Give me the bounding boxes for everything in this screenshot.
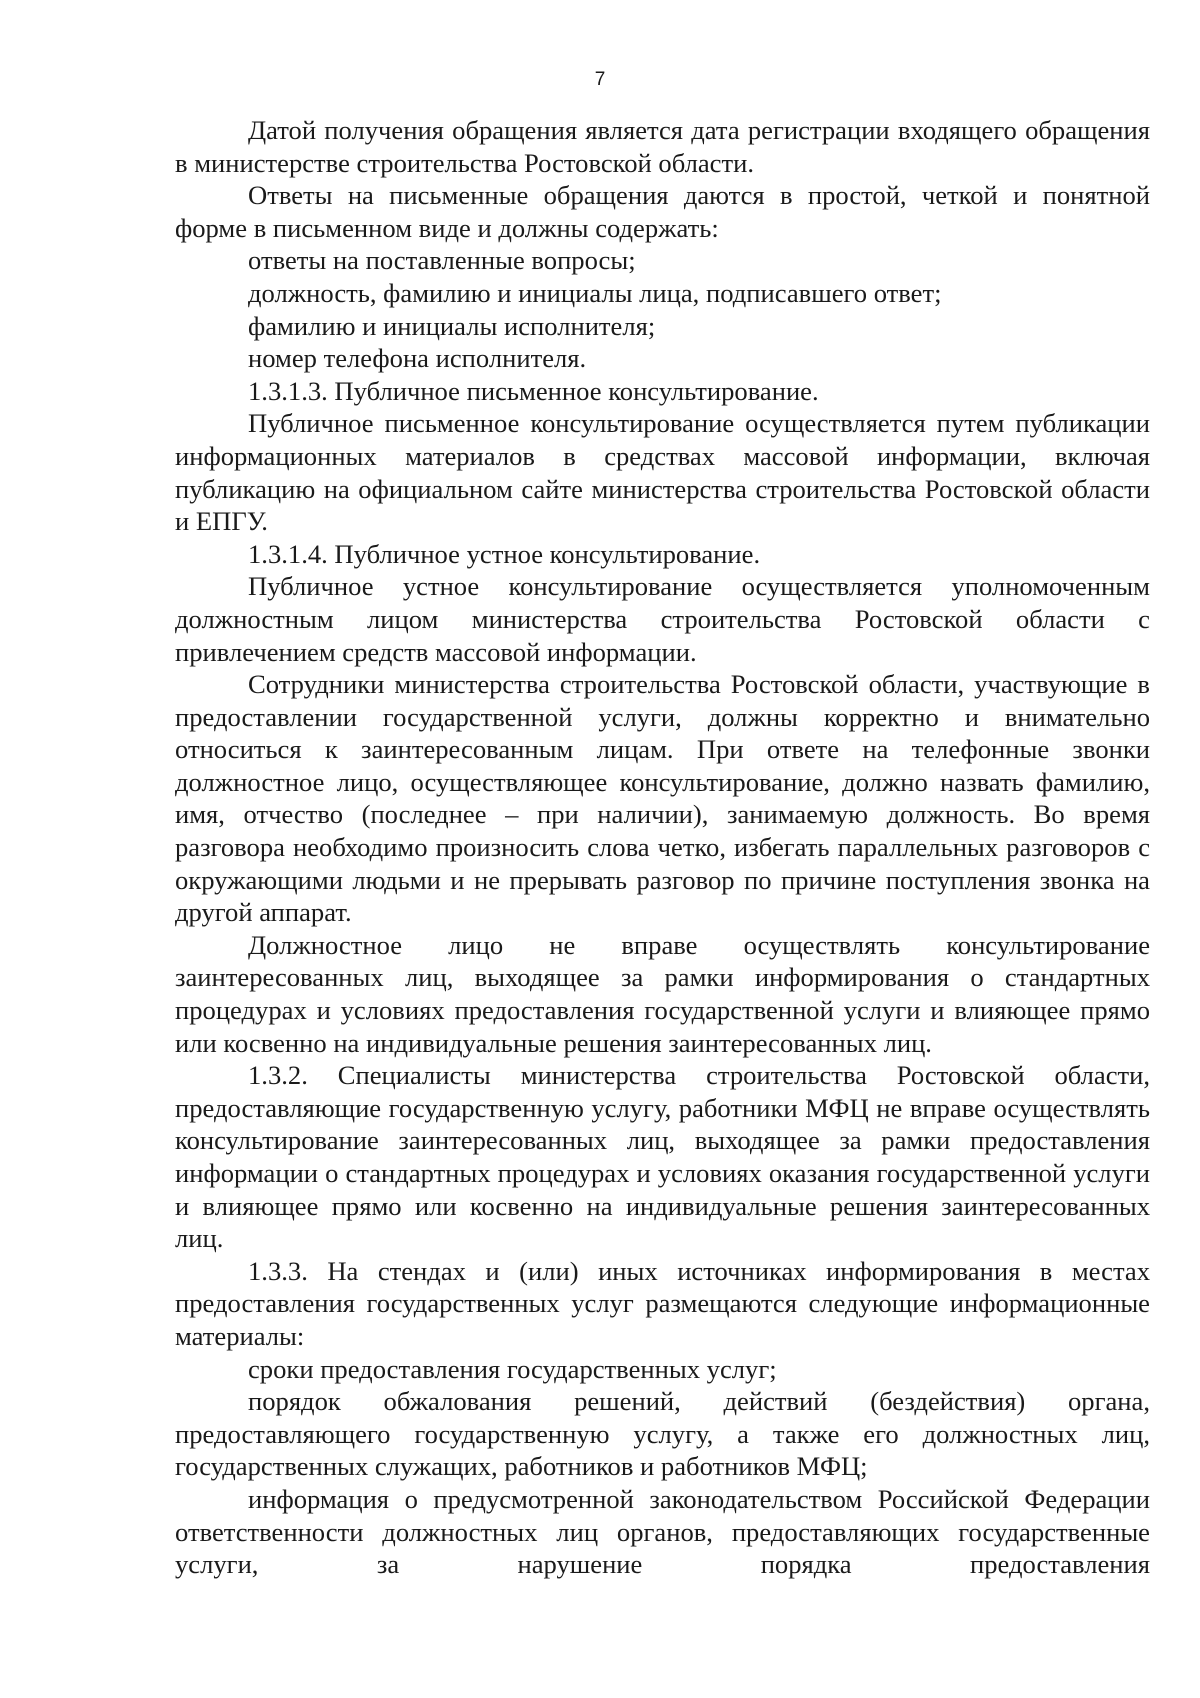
paragraph-public-written: Публичное письменное консультирование осуществляется путем публикации информационных материалов в средствах массовой информации, включая публикацию на официальном сайте министерства строительства Ростовской области и ЕПГУ. (175, 408, 1150, 537)
section-1-3-2: 1.3.2. Специалисты министерства строительства Ростовской области, предоставляющие государственную услугу, работники МФЦ не вправе осуществлять консультирование заинтересованных лиц, выходящее за рамки предоставления информации о стандартных процедурах и условиях оказания государственной услуги и влияющее прямо или косвенно на индивидуальные решения заинтересованных лиц. (175, 1060, 1150, 1254)
list-item-appeal-procedure: порядок обжалования решений, действий (бездействия) органа, предоставляющего государственную услугу, а также его должностных лиц, государственных служащих, работников и работников МФЦ; (175, 1386, 1150, 1482)
section-heading-1-3-1-4: 1.3.1.4. Публичное устное консультирование. (248, 538, 761, 569)
list-item-liability-info: информация о предусмотренной законодательством Российской Федерации ответственности должностных лиц органов, предоставляющих государственные услуги, за нарушение порядка предоставления (175, 1483, 1150, 1580)
paragraph-staff-conduct: Сотрудники министерства строительства Ростовской области, участвующие в предоставлении государственной услуги, должны корректно и внимательно относиться к заинтересованным лицам. При ответе на телефонные звонки должностное лицо, осуществляющее консультирование, должно назвать фамилию, имя, отчество (последнее – при наличии), занимаемую должность. Во время разговора необходимо произносить слова четко, избегать параллельных разговоров с окружающими людьми и не прерывать разговор по причине поступления звонка на другой аппарат. (175, 669, 1150, 928)
paragraph-public-oral: Публичное устное консультирование осуществляется уполномоченным должностным лицом министерства строительства Ростовской области с привлечением средств массовой информации. (175, 571, 1150, 667)
list-item-executor-phone: номер телефона исполнителя. (248, 343, 587, 374)
paragraph-receipt-date: Датой получения обращения является дата регистрации входящего обращения в министерстве строительства Ростовской области. (175, 115, 1150, 178)
paragraph-written-answers: Ответы на письменные обращения даются в простой, четкой и понятной форме в письменном виде и должны содержать: (175, 180, 1150, 243)
list-item-position-signatory: должность, фамилию и инициалы лица, подписавшего ответ; (248, 277, 942, 308)
list-item-executor-name: фамилию и инициалы исполнителя; (248, 310, 656, 341)
page-number: 7 (594, 69, 606, 90)
document-body (175, 114, 1150, 1581)
section-heading-1-3-1-3: 1.3.1.3. Публичное письменное консультирование. (248, 375, 819, 406)
list-item-answers: ответы на поставленные вопросы; (248, 245, 636, 276)
list-item-service-terms: сроки предоставления государственных услуг; (248, 1353, 777, 1384)
paragraph-official-limits: Должностное лицо не вправе осуществлять консультирование заинтересованных лиц, выходящее за рамки информирования о стандартных процедурах и условиях предоставления государственной услуги и влияющее прямо или косвенно на индивидуальные решения заинтересованных лиц. (175, 929, 1150, 1058)
section-1-3-3: 1.3.3. На стендах и (или) иных источниках информирования в местах предоставления государственных услуг размещаются следующие информационные материалы: (175, 1255, 1150, 1351)
